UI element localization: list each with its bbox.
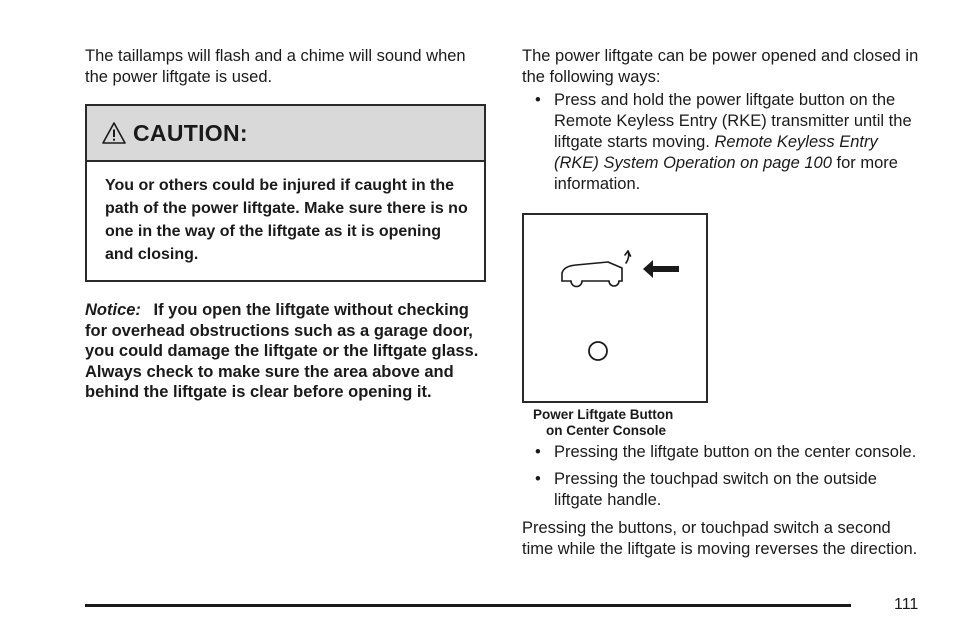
list-item [522, 442, 922, 463]
bullet: • [535, 443, 541, 461]
round-button-icon [589, 342, 607, 360]
caption-line-1: Power Liftgate Button [533, 407, 674, 422]
right-column [522, 46, 922, 559]
console-bullet-text: Pressing the liftgate button on the center console. [554, 443, 917, 461]
rke-page-reference[interactable]: Remote Keyless Entry (RKE) System Operation on page 100 [554, 133, 878, 172]
caution-title: CAUTION: [133, 119, 248, 146]
liftgate-vehicle-icon [562, 251, 631, 287]
touchpad-bullet-text: Pressing the touchpad switch on the outside liftgate handle. [554, 470, 877, 509]
ways-list-rke [522, 90, 922, 195]
caution-text: You or others could be injured if caught in the path of the power liftgate. Make sure there is no one in the way of the liftgate as it is opening and closing. [105, 177, 468, 263]
figure-drawing [524, 215, 706, 401]
bullet: • [535, 91, 541, 109]
caption-line-2: on Center Console [546, 423, 667, 438]
bullet: • [535, 470, 541, 488]
ways-intro: The power liftgate can be power opened and closed in the following ways: [522, 47, 919, 86]
caution-header [87, 106, 484, 162]
arrow-left-icon [643, 260, 679, 278]
notice-label: Notice: [85, 301, 141, 319]
figure-caption [533, 407, 922, 439]
ways-list [522, 442, 922, 511]
intro-paragraph: The taillamps will flash and a chime will sound when the power liftgate is used. [85, 47, 466, 86]
caution-triangle-icon [101, 120, 127, 146]
list-item [522, 469, 922, 511]
rke-bullet-text: Press and hold the power liftgate button on the Remote Keyless Entry (RKE) transmitter until the liftgate starts moving. [554, 91, 912, 151]
notice-paragraph [85, 300, 490, 403]
footer-rule [85, 604, 851, 607]
left-column [85, 46, 490, 403]
reverse-direction-paragraph: Pressing the buttons, or touchpad switch a second time while the liftgate is moving reverses the direction. [522, 519, 918, 558]
caution-box [85, 104, 486, 282]
page-number: 111 [894, 596, 919, 613]
notice-text: If you open the liftgate without checking for overhead obstructions such as a garage door, you could damage the liftgate or the liftgate glass. Always check to make sure the area above and behind the liftgate is clear before opening it. [85, 301, 479, 401]
list-item [522, 90, 922, 195]
rke-bullet-suffix: for more information. [554, 154, 898, 193]
liftgate-button-figure [522, 213, 708, 403]
